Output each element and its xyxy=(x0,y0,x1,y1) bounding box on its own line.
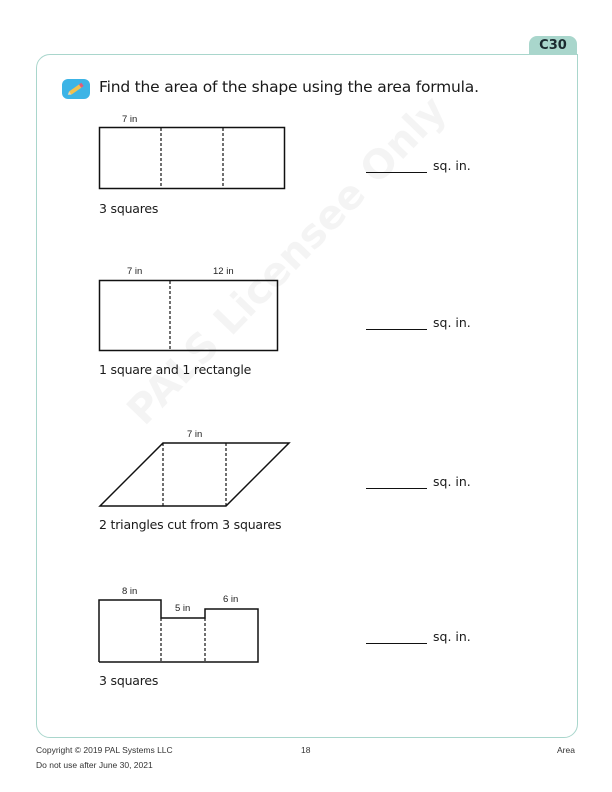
answer-blank[interactable] xyxy=(366,329,427,330)
instruction-text: Find the area of the shape using the area formula. xyxy=(99,78,479,96)
answer-unit: sq. in. xyxy=(433,629,471,644)
answer-blank[interactable] xyxy=(366,488,427,489)
shape-caption: 3 squares xyxy=(99,673,159,688)
topic-label: Area xyxy=(557,745,575,755)
dimension-label: 5 in xyxy=(175,603,191,614)
answer-unit: sq. in. xyxy=(433,474,471,489)
dimension-label: 12 in xyxy=(213,266,234,277)
dimension-label: 8 in xyxy=(122,586,138,597)
answer-unit: sq. in. xyxy=(433,315,471,330)
expiry-text: Do not use after June 30, 2021 xyxy=(36,760,153,770)
answer-blank[interactable] xyxy=(366,172,427,173)
dimension-label: 6 in xyxy=(223,594,239,605)
shape-caption: 2 triangles cut from 3 squares xyxy=(99,517,282,532)
page-number: 18 xyxy=(301,745,311,755)
answer-blank[interactable] xyxy=(366,643,427,644)
shape-caption: 1 square and 1 rectangle xyxy=(99,362,252,377)
shape-3-parallelogram xyxy=(100,443,289,506)
dimension-label: 7 in xyxy=(187,429,203,440)
dimension-label: 7 in xyxy=(127,266,143,277)
shape-1-three-squares xyxy=(100,128,285,189)
answer-unit: sq. in. xyxy=(433,158,471,173)
lesson-code-tab: C30 xyxy=(529,36,577,55)
shape-2-square-rectangle xyxy=(100,281,278,351)
copyright-text: Copyright © 2019 PAL Systems LLC xyxy=(36,745,173,755)
dimension-label: 7 in xyxy=(122,114,138,125)
shape-caption: 3 squares xyxy=(99,201,159,216)
